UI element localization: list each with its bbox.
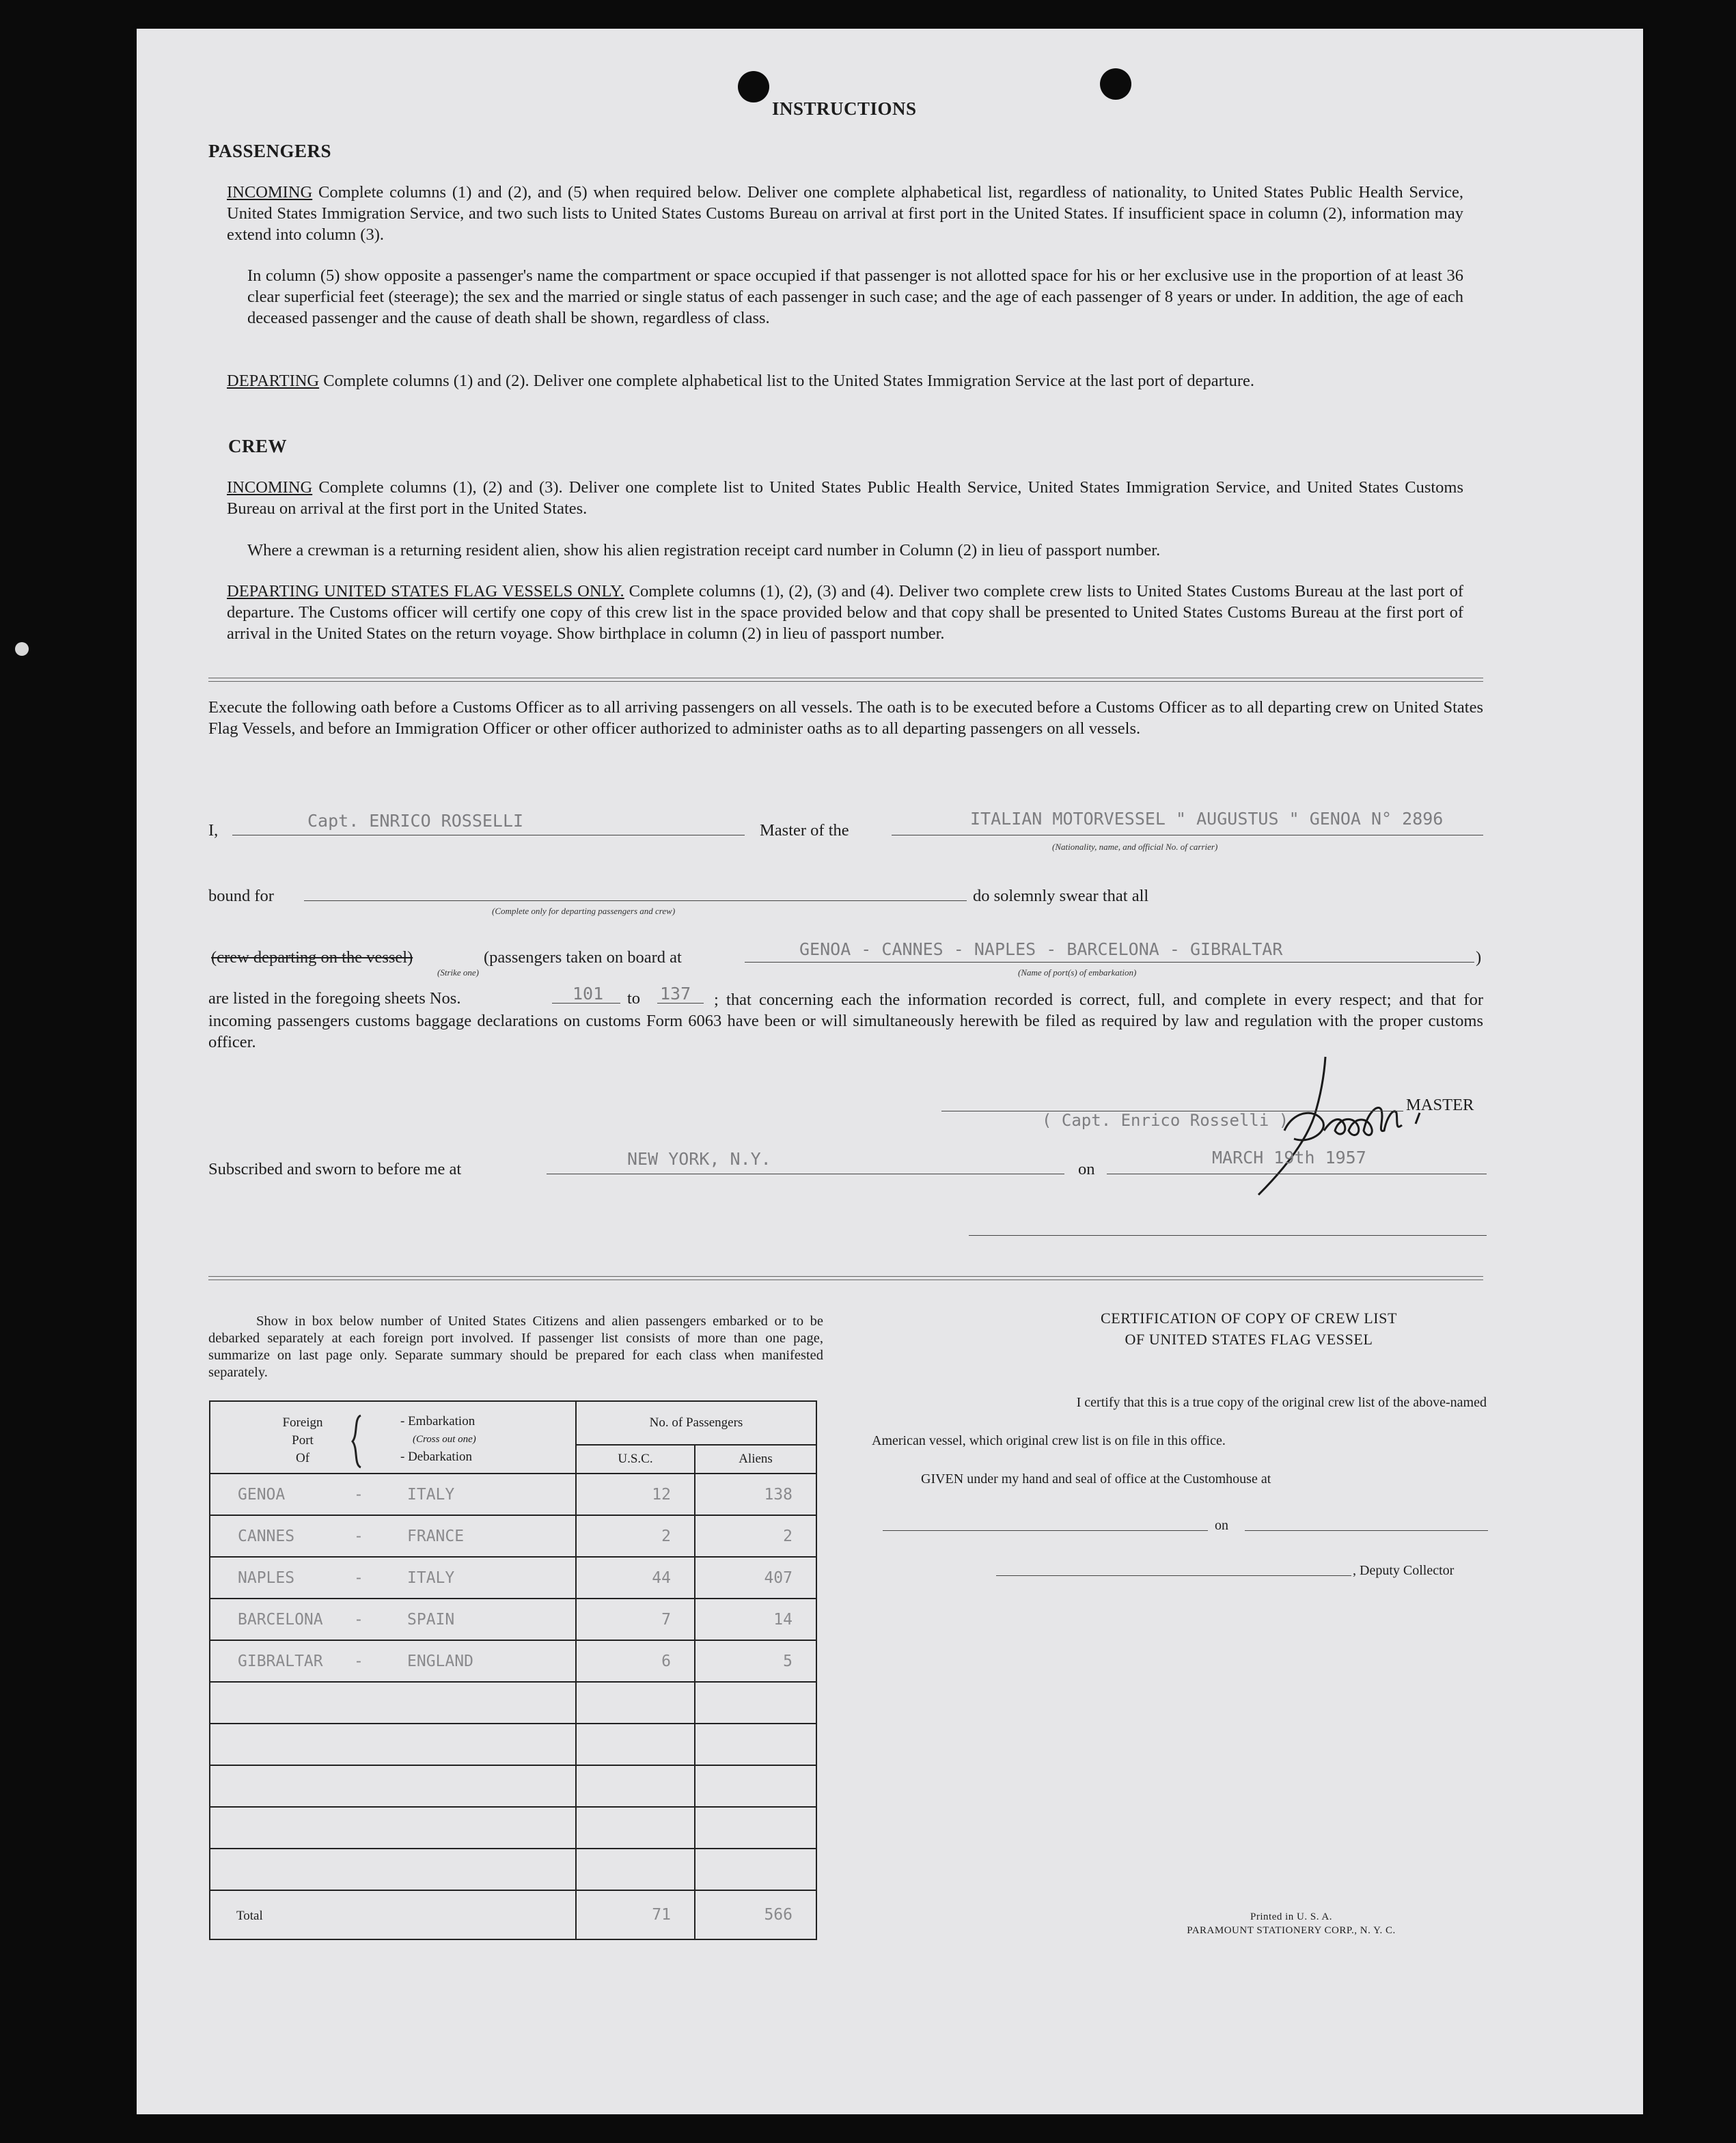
port-cell[interactable]: GIBRALTAR - ENGLAND	[210, 1640, 576, 1682]
passenger-summary-table	[209, 1400, 817, 1940]
sheet-from-field[interactable]: 101	[573, 984, 604, 1004]
vessel-field[interactable]: ITALIAN MOTORVESSEL " AUGUSTUS " GENOA N° 2896	[970, 809, 1444, 829]
total-aliens-cell[interactable]: 566	[695, 1890, 816, 1939]
bound-caption: (Complete only for departing passengers and crew)	[492, 906, 676, 916]
passengers-incoming-text: Complete columns (1) and (2), and (5) when required below. Deliver one complete alphabetical list, regardless of nationality, to United States Public Health Service, United States Immigration Service, and two such lists to United States Customs Bureau on arrival at first port in the United States. If insufficient space in column (2), information may extend into column (3).	[227, 183, 1464, 244]
certification-line3: GIVEN under my hand and seal of office at the Customhouse at	[921, 1471, 1271, 1487]
customhouse-field[interactable]	[883, 1530, 1208, 1531]
instructions-heading: INSTRUCTIONS	[772, 98, 917, 119]
table-row	[210, 1640, 816, 1682]
passengers-header-cell	[576, 1401, 816, 1474]
port-header-cell	[210, 1401, 576, 1474]
divider-lower	[208, 1276, 1483, 1280]
crew-incoming-paragraph	[227, 477, 1463, 519]
table-row	[210, 1599, 816, 1640]
aliens-cell[interactable]: 2	[695, 1515, 816, 1557]
crew-departing-label: DEPARTING UNITED STATES FLAG VESSELS ONLY.	[227, 582, 624, 600]
of-label: Of	[295, 1451, 310, 1465]
empty-row	[210, 1724, 816, 1765]
aliens-cell[interactable]: 14	[695, 1599, 816, 1640]
on-label: on	[1078, 1160, 1095, 1178]
port-cell[interactable]: GENOA - ITALY	[210, 1474, 576, 1515]
i-label: I,	[208, 821, 219, 840]
usc-label: U.S.C.	[577, 1446, 695, 1473]
foreign-label: Foreign	[282, 1415, 323, 1430]
crew-incoming-text: Complete columns (1), (2) and (3). Deliver one complete list to United States Public Health Service, United States Immigration Service, and United States Customs Bureau on arrival at the first port in the United States.	[227, 478, 1463, 518]
certification-line2: American vessel, which original crew list is on file in this office.	[872, 1433, 1226, 1448]
empty-row	[210, 1765, 816, 1807]
total-label: Total	[210, 1890, 576, 1939]
crew-resident-paragraph: Where a crewman is a returning resident alien, show his alien registration receipt card number in Column (2) in lieu of passport number.	[247, 541, 1161, 559]
bound-for-field[interactable]	[304, 900, 967, 901]
debarkation-label: - Debarkation	[400, 1450, 472, 1464]
printer-line2: PARAMOUNT STATIONERY CORP., N. Y. C.	[1187, 1925, 1396, 1936]
oath-intro: Execute the following oath before a Customs Officer as to all arriving passengers on all vessels. The oath is to be executed before a Customs Officer as to all departing crew on United States Flag Vessels, and before an Immigration Officer or other officer authorized to administer oaths as to all departing passengers on all vessels.	[208, 698, 1483, 738]
aliens-cell[interactable]: 138	[695, 1474, 816, 1515]
crew-departing-text: Complete columns (1), (2), (3) and (4). Deliver two complete crew lists to United States Customs Bureau at the last port of departure. The Customs officer will certify one copy of this crew list in the space provided below and that copy shall be presented to United States Customs Bureau at the first port of arrival in the United States on the return voyage. Show birthplace in column (2) in lieu of passport number.	[227, 582, 1463, 643]
divider	[208, 678, 1483, 682]
signature-typed-name: ( Capt. Enrico Rosselli )	[1042, 1111, 1289, 1130]
crew-departing-strike: (crew departing on the vessel)	[211, 948, 413, 967]
brace-icon	[348, 1414, 365, 1469]
aliens-label: Aliens	[739, 1452, 773, 1466]
cross-out-label: (Cross out one)	[413, 1434, 476, 1445]
master-label: MASTER	[1406, 1096, 1474, 1114]
passengers-incoming-paragraph	[227, 182, 1463, 245]
passengers-departing-label: DEPARTING	[227, 372, 320, 390]
master-signature	[1243, 1050, 1448, 1214]
usc-cell[interactable]: 2	[576, 1515, 695, 1557]
master-of-label: Master of the	[760, 821, 849, 840]
certification-title-line2: OF UNITED STATES FLAG VESSEL	[1125, 1331, 1373, 1348]
certification-on-label: on	[1215, 1518, 1228, 1533]
deputy-collector-field[interactable]	[996, 1575, 1351, 1576]
punch-hole-right	[1100, 68, 1131, 100]
passengers-column5-paragraph: In column (5) show opposite a passenger's name the compartment or space occupied if that passenger is not allotted space for his or her exclusive use in the proportion of at least 36 clear superficial feet (steerage); the sex and the married or single status of each passenger in such case; and the age of each passenger of 8 years or under. In addition, the age of each deceased passenger and the cause of death shall be shown, regardless of class.	[247, 266, 1463, 327]
empty-row	[210, 1807, 816, 1849]
swear-label: do solemnly swear that all	[973, 887, 1149, 905]
sworn-date-field[interactable]: MARCH 19th 1957	[1212, 1148, 1366, 1167]
certification-line1: I certify that this is a true copy of the original crew list of the above-named	[1076, 1395, 1487, 1410]
to-label: to	[627, 989, 641, 1008]
empty-row	[210, 1682, 816, 1724]
sheets-statement: ; that concerning each the information recorded is correct, full, and complete in every respect; and that for incoming passengers customs baggage declarations on customs Form 6063 have been or will simultaneously herewith be filed as required by law and regulation with the proper customs officer.	[208, 991, 1483, 1051]
scan-artifact	[15, 642, 29, 656]
strike-caption: (Strike one)	[437, 967, 480, 978]
ports-embarkation-field[interactable]: GENOA - CANNES - NAPLES - BARCELONA - GIBRALTAR	[799, 939, 1283, 959]
table-header-row	[210, 1401, 816, 1474]
empty-row	[210, 1849, 816, 1890]
certification-title-line1: CERTIFICATION OF COPY OF CREW LIST	[1100, 1310, 1398, 1327]
subscribed-label: Subscribed and sworn to before me at	[208, 1160, 462, 1178]
port-cell[interactable]: NAPLES - ITALY	[210, 1557, 576, 1599]
punch-hole-left	[738, 71, 769, 102]
usc-cell[interactable]: 7	[576, 1599, 695, 1640]
vessel-caption: (Nationality, name, and official No. of carrier)	[1052, 842, 1218, 852]
ports-line	[745, 962, 1474, 963]
summary-note: Show in box below number of United States Citizens and alien passengers embarked or to be debarked separately at each foreign port involved. If passenger list consists of more than one page, summarize on last page only. Separate summary should be prepared for each class when manifested separately.	[208, 1314, 823, 1380]
deputy-collector-label: , Deputy Collector	[1353, 1563, 1455, 1578]
total-row	[210, 1890, 816, 1939]
usc-cell[interactable]: 12	[576, 1474, 695, 1515]
certification-title	[1003, 1308, 1495, 1350]
ports-caption: (Name of port(s) of embarkation)	[1018, 967, 1137, 978]
passengers-departing-paragraph	[227, 370, 1463, 391]
crew-incoming-label: INCOMING	[227, 478, 313, 497]
passengers-title: PASSENGERS	[208, 141, 332, 161]
aliens-cell[interactable]: 407	[695, 1557, 816, 1599]
total-usc-cell[interactable]: 71	[576, 1890, 695, 1939]
no-passengers-label: No. of Passengers	[577, 1402, 816, 1446]
crew-title: CREW	[228, 436, 288, 456]
printer-line1: Printed in U. S. A.	[1250, 1911, 1332, 1922]
customs-form-page	[137, 29, 1643, 2114]
close-paren: )	[1476, 948, 1482, 967]
table-row	[210, 1515, 816, 1557]
table-row	[210, 1557, 816, 1599]
embarkation-label: - Embarkation	[400, 1414, 476, 1428]
port-cell[interactable]: CANNES - FRANCE	[210, 1515, 576, 1557]
sheet-to-field[interactable]: 137	[660, 984, 691, 1004]
officer-signature-field[interactable]	[969, 1235, 1487, 1236]
crew-departing-paragraph	[227, 581, 1463, 644]
passengers-taken-label: (passengers taken on board at	[484, 948, 682, 967]
sworn-place-field[interactable]: NEW YORK, N.Y.	[627, 1149, 771, 1169]
certification-date-field[interactable]	[1245, 1530, 1488, 1531]
aliens-cell[interactable]: 5	[695, 1640, 816, 1682]
sheets-label: are listed in the foregoing sheets Nos.	[208, 989, 461, 1008]
table-row	[210, 1474, 816, 1515]
port-label: Port	[292, 1433, 314, 1448]
printer-imprint	[1155, 1910, 1428, 1937]
passengers-departing-text: Complete columns (1) and (2). Deliver one complete alphabetical list to the United States Immigration Service at the last port of departure.	[323, 372, 1254, 390]
usc-cell[interactable]: 6	[576, 1640, 695, 1682]
passengers-incoming-label: INCOMING	[227, 183, 313, 202]
bound-for-label: bound for	[208, 887, 274, 905]
port-cell[interactable]: BARCELONA - SPAIN	[210, 1599, 576, 1640]
usc-cell[interactable]: 44	[576, 1557, 695, 1599]
master-name-field[interactable]: Capt. ENRICO ROSSELLI	[307, 811, 524, 831]
